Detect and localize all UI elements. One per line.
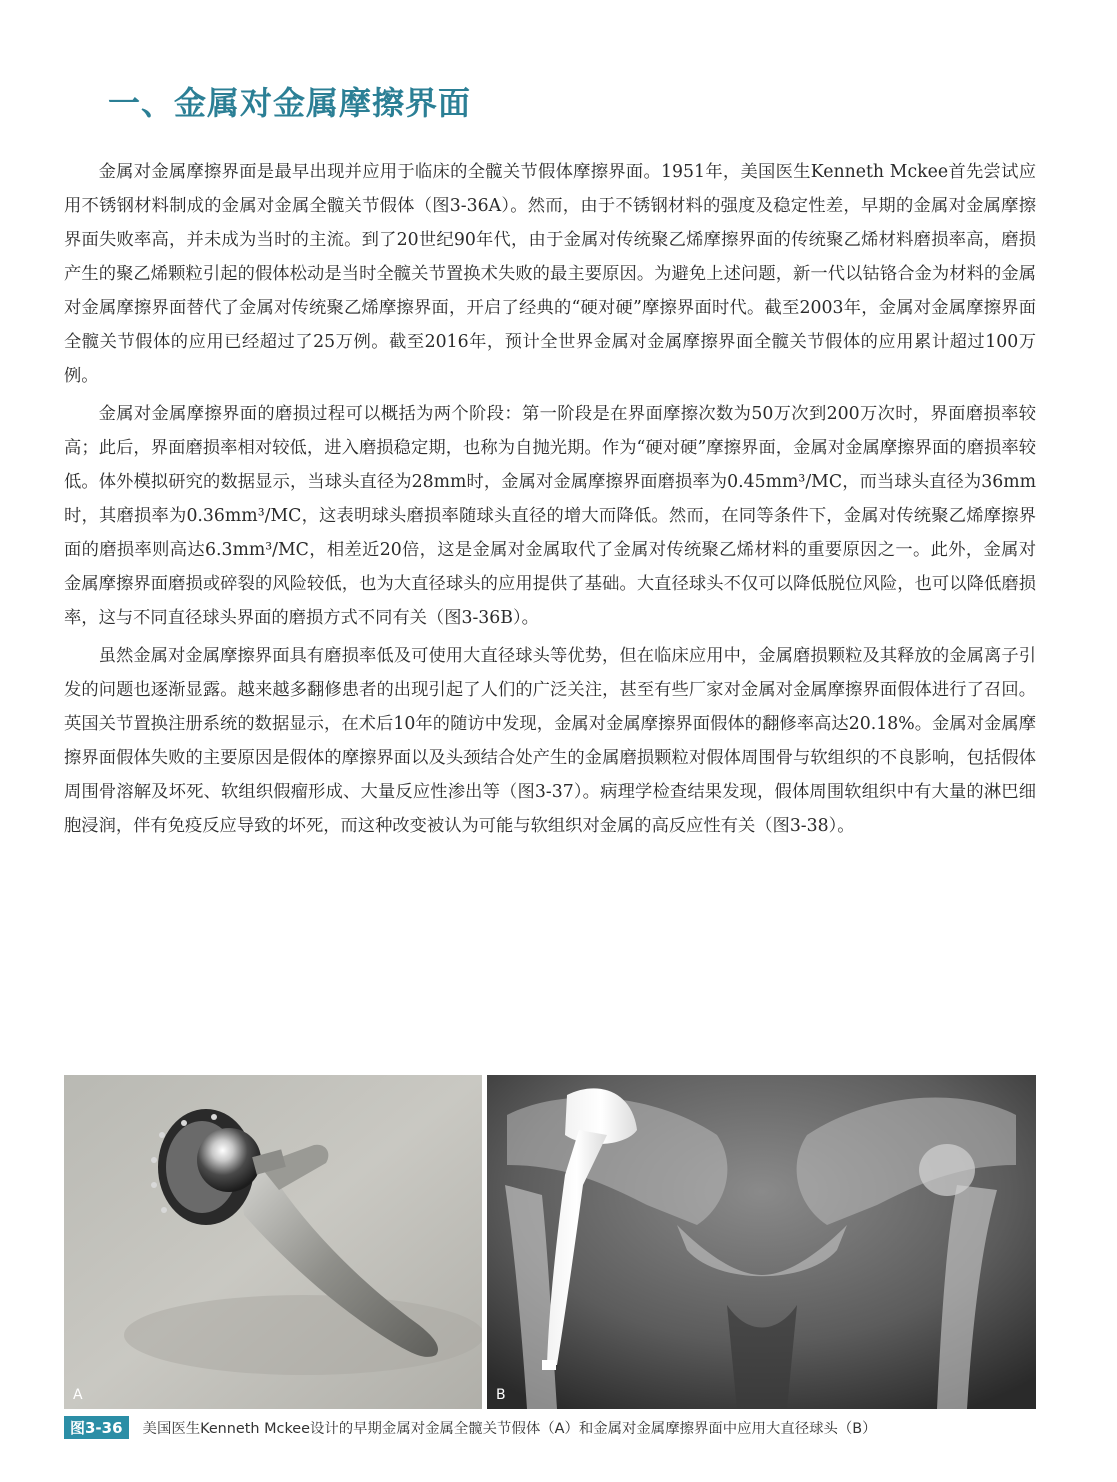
paragraph-2: 金属对金属摩擦界面的磨损过程可以概括为两个阶段：第一阶段是在界面摩擦次数为50万次到200万次时，界面磨损率较高；此后，界面磨损率相对较低，进入磨损稳定期，也称为自抛光期。作为“硬对硬”摩擦界面，金属对金属摩擦界面的磨损率较低。体外模拟研究的数据显示，当球头直径为28mm时，金属对金属摩擦界面磨损率为0.45mm³/MC，而当球头直径为36mm时，其磨损率为0.36mm³/MC，这表明球头磨损率随球头直径的增大而降低。然而，在同等条件下，金属对传统聚乙烯摩擦界面的磨损率则高达6.3mm³/MC，相差近20倍，这是金属对金属取代了金属对传统聚乙烯材料的重要原因之一。此外，金属对金属摩擦界面磨损或碎裂的风险较低，也为大直径球头的应用提供了基础。大直径球头不仅可以降低脱位风险，也可以降低磨损率，这与不同直径球头界面的磨损方式不同有关（图3-36B）。	[64, 404, 1036, 628]
paragraph-3: 虽然金属对金属摩擦界面具有磨损率低及可使用大直径球头等优势，但在临床应用中，金属磨损颗粒及其释放的金属离子引发的问题也逐渐显露。越来越多翻修患者的出现引起了人们的广泛关注，甚至有些厂家对金属对金属摩擦界面假体进行了召回。英国关节置换注册系统的数据显示，在术后10年的随访中发现，金属对金属摩擦界面假体的翻修率高达20.18%。金属对金属摩擦界面假体失败的主要原因是假体的摩擦界面以及头颈结合处产生的金属磨损颗粒对假体周围骨与软组织的不良影响，包括假体周围骨溶解及坏死、软组织假瘤形成、大量反应性渗出等（图3-37）。病理学检查结果发现，假体周围软组织中有大量的淋巴细胞浸润，伴有免疫反应导致的坏死，而这种改变被认为可能与软组织对金属的高反应性有关（图3-38）。	[64, 646, 1036, 836]
figure-panel-b	[487, 1075, 1036, 1409]
panel-a-label: A	[73, 1387, 83, 1403]
panel-b-label: B	[496, 1387, 506, 1403]
hip-prosthesis-photo	[64, 1075, 482, 1409]
body-text	[64, 155, 1036, 847]
section-title: 一、金属对金属摩擦界面	[108, 84, 472, 122]
caption-text: 美国医生Kenneth Mckee设计的早期金属对金属全髋关节假体（A）和金属对金属摩擦界面中应用大直径球头（B）	[142, 1420, 877, 1437]
figure-3-36	[64, 1075, 1036, 1409]
figure-number-badge: 图3-36	[64, 1416, 129, 1439]
pelvis-xray-image	[487, 1075, 1036, 1409]
figure-panel-a	[64, 1075, 482, 1409]
paragraph-1: 金属对金属摩擦界面是最早出现并应用于临床的全髋关节假体摩擦界面。1951年，美国医生Kenneth Mckee首先尝试应用不锈钢材料制成的金属对金属全髋关节假体（图3-36A）。然而，由于不锈钢材料的强度及稳定性差，早期的金属对金属摩擦界面失败率高，并未成为当时的主流。到了20世纪90年代，由于金属对传统聚乙烯摩擦界面的传统聚乙烯材料磨损率高，磨损产生的聚乙烯颗粒引起的假体松动是当时全髋关节置换术失败的最主要原因。为避免上述问题，新一代以钴铬合金为材料的金属对金属摩擦界面替代了金属对传统聚乙烯摩擦界面，开启了经典的“硬对硬”摩擦界面时代。截至2003年，金属对金属摩擦界面全髋关节假体的应用已经超过了25万例。截至2016年，预计全世界金属对金属摩擦界面全髋关节假体的应用累计超过100万例。	[64, 162, 1036, 386]
figure-caption	[64, 1415, 1054, 1439]
